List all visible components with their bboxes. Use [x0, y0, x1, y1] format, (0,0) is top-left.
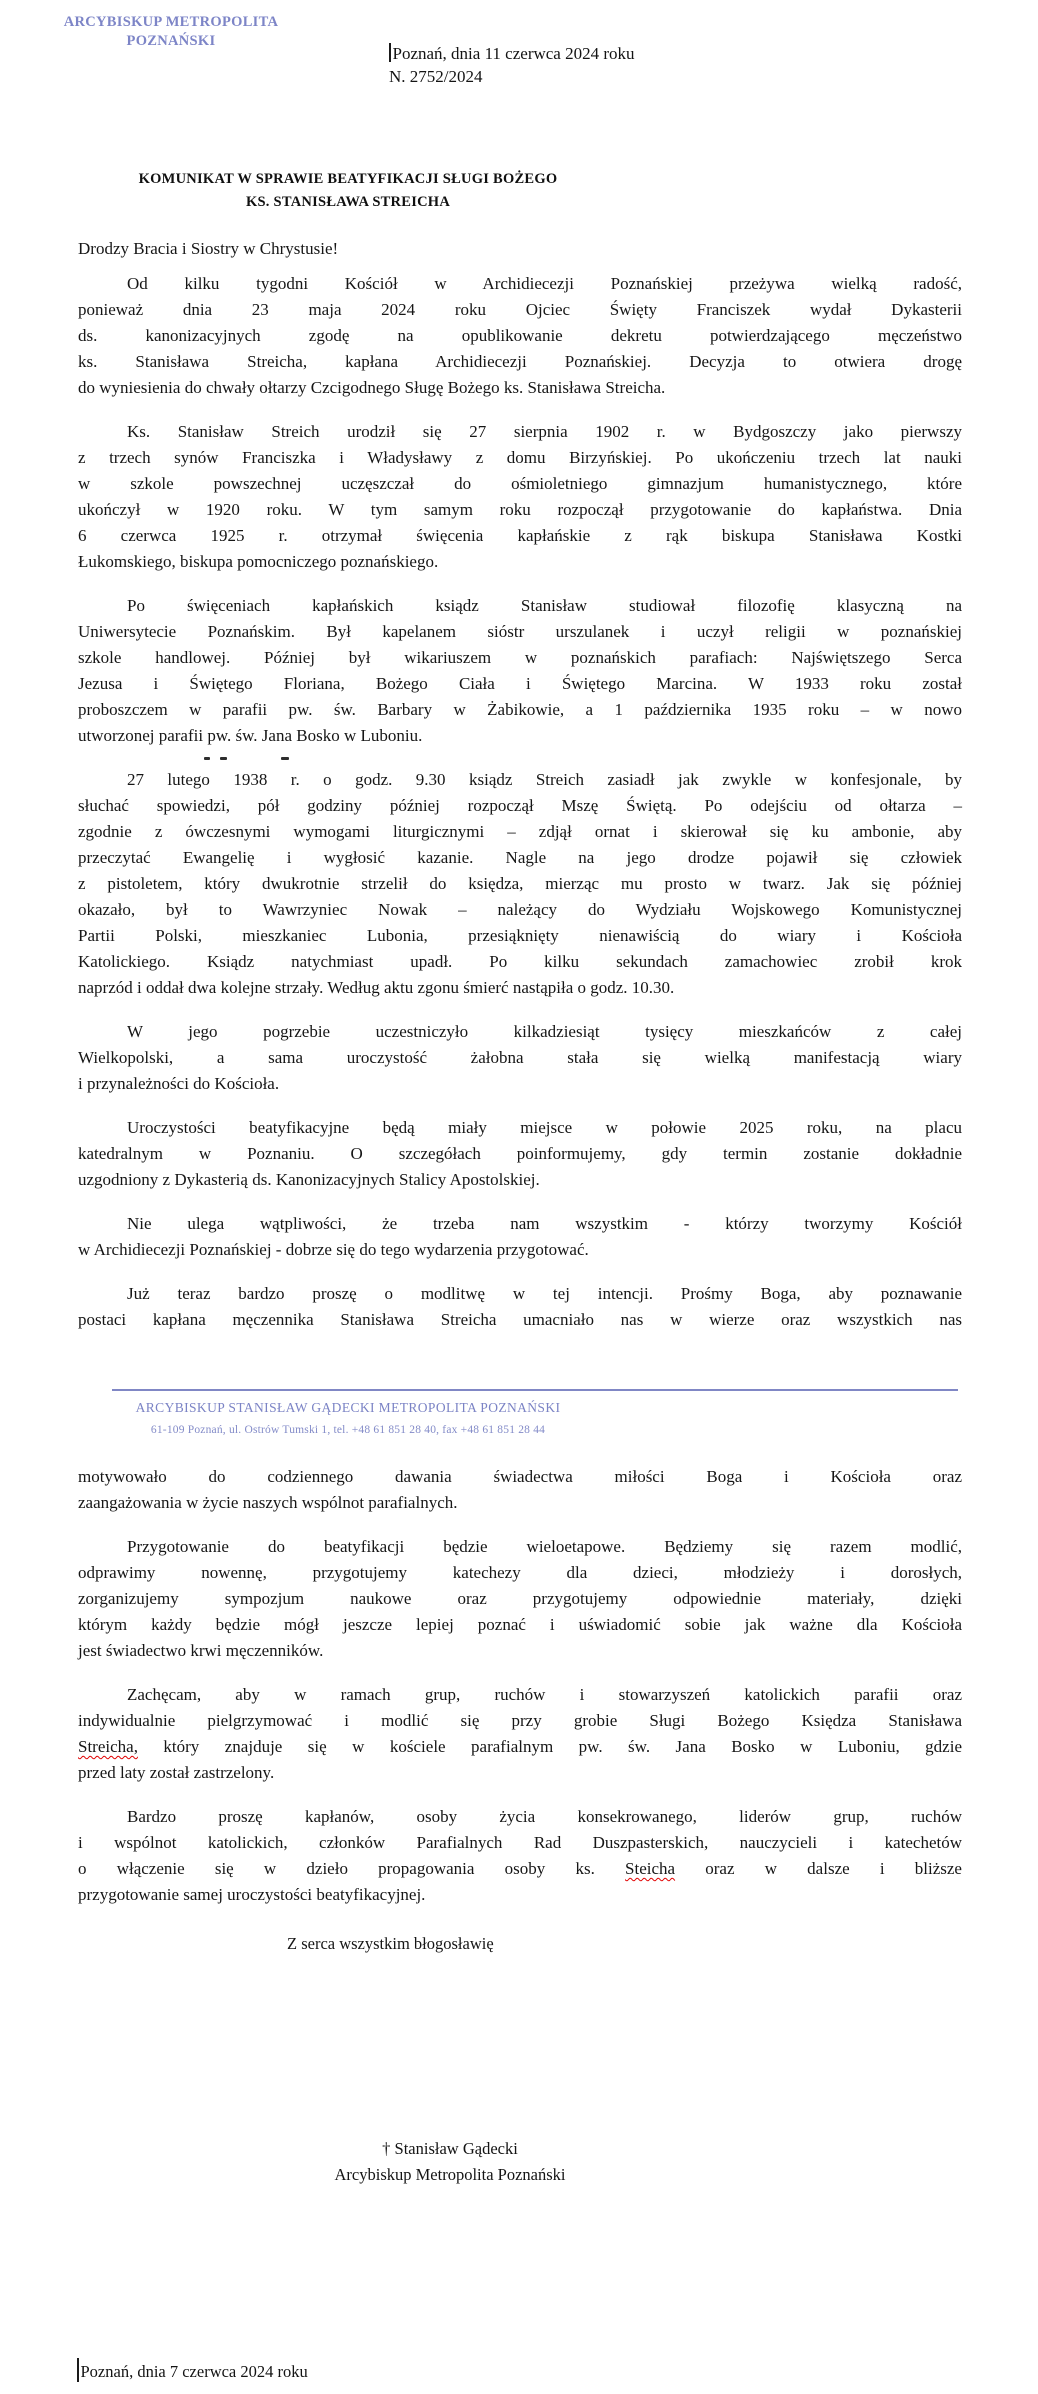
- text-segment: utworzonej parafii pw. św. Jana Bosko w Luboniu.: [78, 726, 423, 745]
- text-line: [78, 671, 962, 697]
- letterhead-line1: ARCYBISKUP METROPOLITA: [63, 14, 279, 30]
- stray-dash-mark: [220, 757, 227, 760]
- text-line: [78, 1115, 962, 1141]
- text-segment: w szkole powszechnej uczęszczał do ośmioletniego gimnazjum humanistycznego, które: [78, 474, 962, 493]
- body-text-page2: [78, 1464, 962, 1926]
- text-line: [78, 949, 962, 975]
- text-segment: Już teraz bardzo proszę o modlitwę w tej intencji. Prośmy Boga, aby poznawanie: [127, 1284, 962, 1303]
- text-line: [78, 1071, 962, 1097]
- text-line: [78, 923, 962, 949]
- text-segment: Uniwersytecie Poznańskim. Był kapelanem sióstr urszulanek i uczył religii w poznańskiej: [78, 622, 962, 641]
- text-segment: i wspólnot katolickich, członków Parafialnych Rad Duszpasterskich, nauczycieli i katechetów: [78, 1833, 962, 1852]
- letterhead-line2: POZNAŃSKI: [126, 33, 216, 49]
- closing-blessing: Z serca wszystkim błogosławię: [287, 1934, 494, 1953]
- text-line: [78, 1682, 962, 1708]
- text-segment: ks. Stanisława Streicha, kapłana Archidiecezji Poznańskiej. Decyzja to otwiera drogę: [78, 352, 962, 371]
- text-line: [78, 419, 962, 445]
- date-block: [389, 42, 635, 88]
- text-line: [78, 1464, 962, 1490]
- text-segment: który znajduje się w kościele parafialnym pw. św. Jana Bosko w Luboniu, gdzie: [137, 1737, 962, 1756]
- text-line: [78, 1734, 962, 1760]
- paragraph: [78, 1211, 962, 1263]
- text-segment: w Archidiecezji Poznańskiej - dobrze się do tego wydarzenia przygotować.: [78, 1240, 589, 1259]
- letterhead: [55, 13, 287, 51]
- text-line: [78, 1708, 962, 1734]
- text-segment: przed laty został zastrzelony.: [78, 1763, 275, 1782]
- paragraph: [78, 1281, 962, 1333]
- text-segment: Wielkopolski, a sama uroczystość żałobna stała się wielką manifestacją wiary: [78, 1048, 962, 1067]
- text-segment: zorganizujemy sympozjum naukowe oraz przygotujemy odpowiednie materiały, dzięki: [78, 1589, 962, 1608]
- text-line: [78, 975, 962, 1001]
- paragraph: [78, 767, 962, 1001]
- text-segment: Ks. Stanisław Streich urodził się 27 sierpnia 1902 r. w Bydgoszczy jako pierwszy: [127, 422, 962, 441]
- text-segment: Nie ulega wątpliwości, że trzeba nam wszystkim - którzy tworzymy Kościół: [127, 1214, 962, 1233]
- text-line: [78, 349, 962, 375]
- paragraph: [78, 1534, 962, 1664]
- text-line: [78, 1281, 962, 1307]
- text-line: [78, 1045, 962, 1071]
- footer-address: 61-109 Poznań, ul. Ostrów Tumski 1, tel. +48 61 851 28 40, fax +48 61 851 28 44: [150, 1424, 546, 1436]
- text-line: [78, 323, 962, 349]
- text-line: [78, 445, 962, 471]
- text-line: [78, 645, 962, 671]
- text-segment: postaci kapłana męczennika Stanisława Streicha umacniało nas w wierze oraz wszystkich nas: [78, 1310, 962, 1329]
- text-segment: Zachęcam, aby w ramach grup, ruchów i stowarzyszeń katolickich parafii oraz: [127, 1685, 962, 1704]
- text-segment: oraz w dalsze i bliższe: [675, 1859, 962, 1878]
- text-line: [78, 1141, 962, 1167]
- paragraph: [78, 1804, 962, 1908]
- date-line: [389, 42, 635, 65]
- text-line: [78, 271, 962, 297]
- text-line: [78, 549, 962, 575]
- body-text-page1: [78, 271, 962, 1351]
- paragraph: [78, 1019, 962, 1097]
- text-segment: Przygotowanie do beatyfikacji będzie wieloetapowe. Będziemy się razem modlić,: [127, 1537, 962, 1556]
- text-segment: Jezusa i Świętego Floriana, Bożego Ciała i Świętego Marcina. W 1933 roku został: [78, 674, 962, 693]
- text-line: [78, 1560, 962, 1586]
- text-segment: zgodnie z ówczesnymi wymogami liturgicznymi – zdjął ornat i skierował się ku ambonie, aby: [78, 822, 962, 841]
- text-segment: katedralnym w Poznaniu. O szczegółach poinformujemy, gdy termin zostanie dokładnie: [78, 1144, 962, 1163]
- text-segment: z trzech synów Franciszka i Władysławy z domu Birzyńskiej. Po ukończeniu trzech lat nauki: [78, 448, 962, 467]
- paragraph: [78, 1115, 962, 1193]
- signature-name: † Stanisław Gądecki: [382, 2139, 518, 2158]
- stray-dash-mark: [281, 757, 289, 760]
- text-segment: okazało, był to Wawrzyniec Nowak – należący do Wydziału Wojskowego Komunistycznej: [78, 900, 962, 919]
- text-line: [78, 897, 962, 923]
- text-line: [78, 1882, 962, 1908]
- text-line: [78, 1307, 962, 1333]
- text-line: [78, 297, 962, 323]
- text-segment: szkole handlowej. Później był wikariuszem w poznańskich parafiach: Najświętszego Serca: [78, 648, 962, 667]
- text-line: [78, 1612, 962, 1638]
- text-line: [78, 793, 962, 819]
- paragraph: [78, 419, 962, 575]
- text-line: [78, 697, 962, 723]
- text-segment: odprawimy nowennę, przygotujemy katechezy dla dzieci, młodzieży i dorosłych,: [78, 1563, 962, 1582]
- text-segment: Bardzo proszę kapłanów, osoby życia konsekrowanego, liderów grup, ruchów: [127, 1807, 962, 1826]
- text-cursor[interactable]: [77, 2358, 79, 2382]
- stray-dash-mark: [204, 757, 210, 760]
- text-segment: Katolickiego. Ksiądz natychmiast upadł. Po kilku sekundach zamachowiec zrobił krok: [78, 952, 962, 971]
- text-segment: 27 lutego 1938 r. o godz. 9.30 ksiądz Streich zasiadł jak zwykle w konfesjonale, by: [127, 770, 962, 789]
- text-segment: uzgodniony z Dykasterią ds. Kanonizacyjnych Stalicy Apostolskiej.: [78, 1170, 540, 1189]
- text-line: [78, 1586, 962, 1612]
- text-segment: Łukomskiego, biskupa pomocniczego poznańskiego.: [78, 552, 439, 571]
- text-line: [78, 1638, 962, 1664]
- title-line1: KOMUNIKAT W SPRAWIE BEATYFIKACJI SŁUGI BOŻEGO: [138, 171, 558, 187]
- paragraph: [78, 1464, 962, 1516]
- signature-block: [295, 2136, 605, 2188]
- text-segment: motywowało do codziennego dawania świadectwa miłości Boga i Kościoła oraz: [78, 1467, 962, 1486]
- text-line: [78, 1830, 962, 1856]
- text-line: [78, 1490, 962, 1516]
- text-line: [78, 593, 962, 619]
- text-line: [78, 1211, 962, 1237]
- salutation: Drodzy Bracia i Siostry w Chrystusie!: [78, 239, 339, 258]
- text-segment: indywidualnie pielgrzymować i modlić się przy grobie Sługi Bożego Księdza Stanisława: [78, 1711, 962, 1730]
- footer-archbishop-name: ARCYBISKUP STANISŁAW GĄDECKI METROPOLITA POZNAŃSKI: [135, 1400, 561, 1415]
- text-line: [78, 871, 962, 897]
- text-segment: przeczytać Ewangelię i wygłosić kazanie. Nagle na jego drodze pojawił się człowiek: [78, 848, 962, 867]
- text-line: [78, 1804, 962, 1830]
- text-line: [78, 819, 962, 845]
- text-segment: z pistoletem, który dwukrotnie strzelił do księdza, mierząc mu prosto w twarz. Jak się później: [78, 874, 962, 893]
- text-line: [78, 1019, 962, 1045]
- text-segment: do wyniesienia do chwały ołtarzy Czcigodnego Sługę Bożego ks. Stanisława Streicha.: [78, 378, 666, 397]
- text-segment: jest świadectwo krwi męczenników.: [78, 1641, 324, 1660]
- text-line: [78, 1760, 962, 1786]
- text-line: [78, 1167, 962, 1193]
- text-segment: którym każdy będzie mógł jeszcze lepiej poznać i uświadomić sobie jak ważne dla Kościoła: [78, 1615, 962, 1634]
- text-line: [78, 1534, 962, 1560]
- misspelled-word: Streicha,: [78, 1737, 138, 1756]
- text-segment: proboszczem w parafii pw. św. Barbary w Żabikowie, a 1 października 1935 roku – w nowo: [78, 700, 962, 719]
- text-segment: i przynależności do Kościoła.: [78, 1074, 280, 1093]
- text-segment: ukończył w 1920 roku. W tym samym roku rozpoczął przygotowanie do kapłaństwa. Dnia: [78, 500, 962, 519]
- date-text: Poznań, dnia 11 czerwca 2024 roku: [392, 44, 635, 63]
- text-segment: Partii Polski, mieszkaniec Lubonia, przesiąknięty nienawiścią do wiary i Kościoła: [78, 926, 962, 945]
- text-segment: przygotowanie samej uroczystości beatyfikacyjnej.: [78, 1885, 426, 1904]
- text-segment: Po święceniach kapłańskich ksiądz Stanisław studiował filozofię klasyczną na: [127, 596, 962, 615]
- reference-number: N. 2752/2024: [389, 67, 483, 86]
- paragraph: [78, 593, 962, 749]
- title-line2: KS. STANISŁAWA STREICHA: [245, 194, 451, 210]
- footer-divider-rule: [112, 1389, 958, 1391]
- text-segment: Uroczystości beatyfikacyjne będą miały miejsce w połowie 2025 roku, na placu: [127, 1118, 962, 1137]
- text-line: [78, 845, 962, 871]
- text-line: [78, 523, 962, 549]
- text-segment: o włączenie się w dzieło propagowania osoby ks.: [78, 1859, 626, 1878]
- text-cursor[interactable]: [389, 43, 391, 62]
- text-segment: 6 czerwca 1925 r. otrzymał święcenia kapłańskie z rąk biskupa Stanisława Kostki: [78, 526, 962, 545]
- text-segment: Od kilku tygodni Kościół w Archidiecezji Poznańskiej przeżywa wielką radość,: [127, 274, 962, 293]
- text-segment: słuchać spowiedzi, pół godziny później rozpoczął Mszę Świętą. Po odejściu od ołtarza –: [78, 796, 962, 815]
- document-title: [78, 168, 618, 214]
- text-line: [78, 1856, 962, 1882]
- text-line: [78, 497, 962, 523]
- text-segment: ponieważ dnia 23 maja 2024 roku Ojciec Święty Franciszek wydał Dykasterii: [78, 300, 962, 319]
- text-line: [78, 619, 962, 645]
- bottom-date-line: [77, 2358, 308, 2382]
- paragraph: [78, 1682, 962, 1786]
- text-segment: ds. kanonizacyjnych zgodę na opublikowanie dekretu potwierdzającego męczeństwo: [78, 326, 962, 345]
- text-line: [78, 375, 962, 401]
- text-line: [78, 471, 962, 497]
- text-line: [78, 767, 962, 793]
- text-segment: W jego pogrzebie uczestniczyło kilkadziesiąt tysięcy mieszkańców z całej: [127, 1022, 962, 1041]
- bottom-date-text: Poznań, dnia 7 czerwca 2024 roku: [80, 2362, 308, 2381]
- text-segment: naprzód i oddał dwa kolejne strzały. Według aktu zgonu śmierć nastąpiła o godz. 10.30.: [78, 978, 675, 997]
- text-line: [78, 723, 962, 749]
- paragraph: [78, 271, 962, 401]
- text-segment: zaangażowania w życie naszych wspólnot parafialnych.: [78, 1493, 458, 1512]
- misspelled-word: Steicha: [625, 1859, 676, 1878]
- signature-title: Arcybiskup Metropolita Poznański: [334, 2165, 566, 2184]
- text-line: [78, 1237, 962, 1263]
